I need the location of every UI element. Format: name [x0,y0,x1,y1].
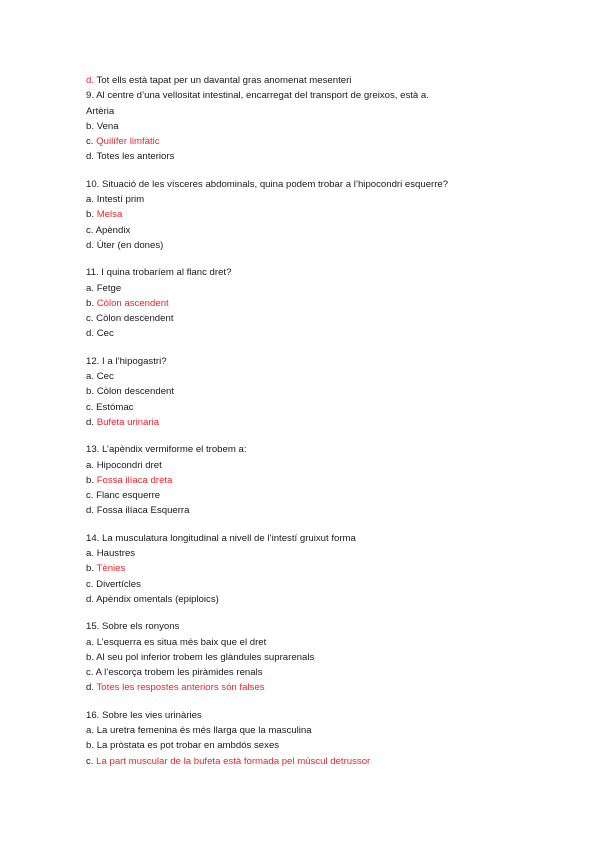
question-title: 13. L’apèndix vermiforme el trobem a: [86,444,247,456]
option-letter: c. [86,313,94,325]
question-block [86,708,526,769]
option-text: Fossa ilíaca Esquerra [96,505,190,517]
quiz-content [86,73,526,769]
option-letter: d. [86,328,95,340]
question-block [86,354,526,430]
answer-option [86,149,526,164]
intro-line [86,73,526,88]
answer-option [86,296,526,311]
answer-option [86,400,526,415]
answer-option [86,650,526,665]
question-block [86,265,526,341]
option-text: Totes les anteriors [96,151,175,163]
option-text-correct: Còlon ascendent [96,297,169,309]
answer-option [86,119,526,134]
option-letter: a. [86,282,95,294]
option-text: Vena [96,120,119,132]
option-letter: c. [86,755,94,767]
option-letter: d. [86,593,95,605]
question-block [86,619,526,695]
option-text: L’esquerra es situa més baix que el dret [96,636,267,648]
option-text: Apèndix [95,224,131,236]
option-text: Divertícles [96,578,141,590]
option-text-correct: Melsa [96,209,123,221]
option-letter: a. [86,724,95,736]
intro-block [86,73,526,88]
option-letter: a. [86,636,95,648]
answer-option [86,104,526,119]
answer-option [86,592,526,607]
option-letter: d. [86,151,95,163]
option-text-correct: Fossa ilíaca dreta [96,474,173,486]
question-title: 15. Sobre els ronyons [86,621,180,633]
answer-option [86,415,526,430]
option-text-correct: Tènies [96,563,126,575]
question-title: 14. La musculatura longitudinal a nivell de l’intestí gruixut forma [86,532,356,544]
option-letter: c. [86,136,94,148]
answer-option [86,546,526,561]
option-text: Cec [96,371,114,383]
question-list [86,88,526,769]
question-title: 10. Situació de les vísceres abdominals, quina podem trobar a l’hipocondri esquerre? [86,178,449,190]
option-text-correct: La part muscular de la bufeta està formada pel múscul detrussor [96,755,371,767]
option-letter: b. [86,474,95,486]
answer-option [86,635,526,650]
option-text: Apèndix omentals (epiploics) [96,593,219,605]
option-text: La pròstata es pot trobar en ambdós sexes [96,740,280,752]
answer-option [86,680,526,695]
question-title: 11. I quina trobaríem al flanc dret? [86,267,232,279]
option-text: Estómac [96,401,134,413]
option-text: A l’escorça trobem les piràmides renals [95,667,263,679]
option-letter: b. [86,297,95,309]
option-letter: a. [86,459,95,471]
option-text: La uretra femenina és més llarga que la masculina [96,724,312,736]
option-text: Artèria [86,105,115,117]
answer-option [86,577,526,592]
answer-option [86,473,526,488]
answer-option [86,207,526,222]
option-text-correct: Bufeta urinaria [96,416,160,428]
answer-option [86,561,526,576]
option-text: Fetge [96,282,122,294]
option-letter: b. [86,386,95,398]
option-text: Flanc esquerre [96,490,161,502]
answer-option [86,192,526,207]
option-letter: d. [86,416,95,428]
answer-option [86,238,526,253]
intro-text: Tot ells està tapat per un davantal gras anomenat mesenteri [96,75,352,86]
option-letter: c. [86,578,94,590]
option-text: Haustres [96,548,136,560]
answer-option [86,134,526,149]
intro-letter: d. [86,75,95,86]
option-letter: d. [86,239,95,251]
option-letter: c. [86,490,94,502]
option-text: Còlon descendent [96,386,175,398]
answer-option [86,488,526,503]
answer-option [86,311,526,326]
answer-option [86,223,526,238]
question-block [86,88,526,164]
question-title: 16. Sobre les vies urinàries [86,709,202,721]
question-title: 9. Al centre d’una vellositat intestinal, encarregat del transport de greixos, està a. [86,90,429,102]
option-text-correct: Totes les respostes anteriors són falses [96,682,265,694]
option-text: Intestí prim [96,194,145,206]
option-letter: c. [86,224,94,236]
answer-option [86,738,526,753]
option-letter: b. [86,651,95,663]
answer-option [86,384,526,399]
option-letter: c. [86,667,94,679]
option-letter: b. [86,120,95,132]
option-letter: c. [86,401,94,413]
answer-option [86,369,526,384]
option-text: Còlon descendent [96,313,174,325]
answer-option [86,754,526,769]
option-letter: a. [86,548,95,560]
question-block [86,177,526,253]
option-letter: d. [86,505,95,517]
option-letter: b. [86,563,95,575]
option-letter: a. [86,371,95,383]
question-title: 12. I a l’hipogastri? [86,355,167,367]
answer-option [86,458,526,473]
option-letter: b. [86,740,95,752]
option-text: Hipocondri dret [96,459,162,471]
question-block [86,442,526,518]
question-block [86,531,526,607]
answer-option [86,281,526,296]
option-letter: b. [86,209,95,221]
option-letter: a. [86,194,95,206]
answer-option [86,665,526,680]
option-text: Úter (en dones) [96,239,164,251]
option-text-correct: Quilífer limfàtic [96,136,160,148]
option-text: Al seu pol inferior trobem les glàndules suprarenals [96,651,315,663]
option-text: Cec [96,328,114,340]
option-letter: d. [86,682,95,694]
answer-option [86,723,526,738]
answer-option [86,503,526,518]
answer-option [86,326,526,341]
